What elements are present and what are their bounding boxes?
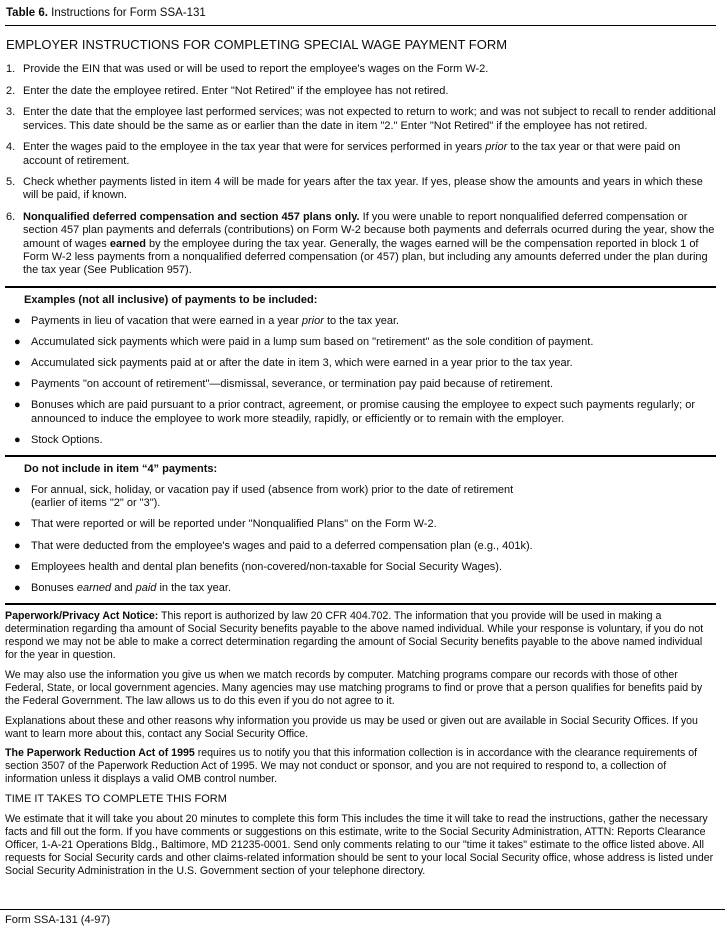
bullet-item: [5, 540, 716, 553]
caption-divider: [5, 25, 716, 26]
bullet-item: [5, 399, 716, 425]
bullet-item: [5, 315, 716, 328]
item-number: 3.: [6, 106, 16, 119]
item-number: 1.: [6, 63, 16, 75]
instruction-item: [5, 85, 716, 98]
section-divider: [5, 603, 716, 605]
time-paragraph: We estimate that it will take you about 20 minutes to complete this form This includes the time it will take to read the instructions, gather the necessary facts and fill out the form. If you have comments or suggestions on this estimate, write to the Social Security Administration, ATTN: Reports Clearance Officer, 1-A-21 Operations Bldg., Baltimore, MD 21235-0001. Send only comments relating to our "time it takes" estimate to the office listed above. All requests for Social Security cards and other claims-related information should be sent to your local Social Security office, whose address is listed under Social Security Administration in the U.S. Government section of your telephone directory.: [5, 813, 714, 877]
bullet-dot-icon: ●: [14, 314, 21, 327]
table-caption: Table 6. Instructions for Form SSA-131: [6, 7, 206, 19]
bullet-dot-icon: ●: [14, 518, 21, 531]
notice-paragraph: Paperwork/Privacy Act Notice: This report is authorized by law 20 CFR 404.702. The information that you provide will be used in making a determination regarding tha amount of Social Security benefits payable to the above named individual. While your response is voluntary, if you do not respond we may not be able to make a correct determination regarding the amount of Social Security benefits payable to the above named individual for the year in question.: [5, 610, 704, 661]
item-text: Check whether payments listed in item 4 will be made for years after the tax year. If yes, please show the amounts and years in which these will be paid, if known.: [23, 176, 703, 202]
footer-section: [0, 908, 725, 927]
instruction-item: [5, 63, 716, 76]
bullet-text: For annual, sick, holiday, or vacation pay if used (absence from work) prior to the date of retirement (earlier of items "2" or "3").: [31, 484, 514, 510]
notices-section: [5, 610, 716, 786]
exclusions-bullet-list: [5, 484, 716, 595]
bullet-dot-icon: ●: [14, 582, 21, 595]
bullet-dot-icon: ●: [14, 335, 21, 348]
bullet-item: [5, 336, 716, 349]
item-text: Nonqualified deferred compensation and section 457 plans only. If you were unable to report nonqualified deferred compensation or section 457 plan payments and deferrals (contributions) on Form W-2 because both payments and deferrals ocurred during the year, show the amount of wages earned by the employee during the tax year. Generally, the wages earned will be the compensation reported in block 1 of Form W-2 less payments from a nonqualified deferred compensation (or 457) plan, but including any amounts deferred under the plan during the tax year (See Publication 957).: [23, 211, 715, 276]
bullet-text: Bonuses which are paid pursuant to a prior contract, agreement, or promise causing the employee to expect such payments regularly; or announced to induce the employee to work more steadily, rapidly, or efficiently or to remain with the employer.: [31, 399, 696, 425]
bullet-item: [5, 484, 716, 510]
bullet-text: Payments "on account of retirement"—dismissal, severance, or termination pay paid because of retirement.: [31, 378, 554, 391]
exclusions-heading: Do not include in item “4” payments:: [24, 463, 218, 476]
instruction-item: [5, 211, 716, 277]
bullet-dot-icon: ●: [14, 433, 21, 446]
item-text: Provide the EIN that was used or will be used to report the employee's wages on the Form W-2.: [23, 63, 489, 75]
bullet-dot-icon: ●: [14, 484, 21, 497]
instruction-item: [5, 141, 716, 167]
bullet-text: Stock Options.: [31, 433, 103, 446]
instruction-item: [5, 106, 716, 132]
bullet-dot-icon: ●: [14, 560, 21, 573]
bullet-dot-icon: ●: [14, 399, 21, 412]
item-number: 5.: [6, 176, 16, 189]
item-number: 4.: [6, 141, 16, 154]
bullet-text: Bonuses earned and paid in the tax year.: [31, 582, 232, 595]
notice-paragraph: The Paperwork Reduction Act of 1995 requires us to notify you that this information collection is in accordance with the clearance requirements of section 3507 of the Paperwork Reduction Act of 1995. We may not conduct or sponsor, and you are not required to respond to, a collection of information unless it displays a valid OMB control number.: [5, 747, 698, 786]
examples-section: [5, 294, 716, 447]
instruction-item: [5, 176, 716, 202]
item-text: Enter the date the employee retired. Enter "Not Retired" if the employee has not retired.: [23, 84, 449, 97]
bullet-dot-icon: ●: [14, 539, 21, 552]
bullet-text: Accumulated sick payments which were paid in a lump sum based on "retirement" as the sole condition of payment.: [31, 335, 594, 348]
exclusions-section: [5, 463, 716, 595]
bullet-item: [5, 434, 716, 447]
time-heading: TIME IT TAKES TO COMPLETE THIS FORM: [5, 793, 227, 806]
notice-paragraph: Explanations about these and other reasons why information you provide us may be used or given out are available in Social Security Offices. If you want to learn more about this, contact any Social Security Office.: [5, 714, 698, 740]
bullet-item: [5, 582, 716, 595]
examples-bullet-list: [5, 315, 716, 447]
examples-heading: Examples (not all inclusive) of payments to be included:: [24, 293, 318, 306]
bullet-item: [5, 561, 716, 574]
item-number: 2.: [6, 84, 16, 97]
bullet-dot-icon: ●: [14, 357, 21, 370]
bullet-text: That were reported or will be reported under "Nonqualified Plans" on the Form W-2.: [31, 518, 437, 531]
bullet-item: [5, 357, 716, 370]
bullet-text: Payments in lieu of vacation that were earned in a year prior to the tax year.: [31, 314, 400, 327]
section-divider: [5, 455, 716, 457]
bullet-text: Accumulated sick payments paid at or after the date in item 3, which were earned in a year prior to the tax year.: [31, 357, 573, 370]
page-title: EMPLOYER INSTRUCTIONS FOR COMPLETING SPECIAL WAGE PAYMENT FORM: [6, 37, 508, 52]
item-text: Enter the wages paid to the employee in the tax year that were for services performed in years prior to the tax year or that were paid on account of retirement.: [23, 141, 681, 167]
bullet-item: [5, 378, 716, 391]
bullet-dot-icon: ●: [14, 378, 21, 391]
bullet-item: [5, 518, 716, 531]
item-number: 6.: [6, 211, 16, 224]
section-divider: [5, 286, 716, 288]
bullet-text: Employees health and dental plan benefits (non-covered/non-taxable for Social Security Wages).: [31, 560, 503, 573]
item-text: Enter the date that the employee last performed services; was not expected to return to work; and was not subject to recall to render additional services. This date should be the same as or earlier than the date in item "2." Enter "Not Retired" if the employee has not retired.: [23, 106, 716, 132]
form-footer: Form SSA-131 (4-97): [5, 914, 111, 926]
instruction-list: [5, 63, 716, 277]
bullet-text: That were deducted from the employee's wages and paid to a deferred compensation plan (e.g., 401k).: [31, 539, 533, 552]
notice-paragraph: We may also use the information you give us when we match records by computer. Matching programs compare our records with those of other Federal, State, or local government agencies. Many agencies may use matching programs to find or prove that a person qualifies for benefits paid by the Federal Government. The law allows us to do this even if you do not agree to it.: [5, 668, 703, 707]
